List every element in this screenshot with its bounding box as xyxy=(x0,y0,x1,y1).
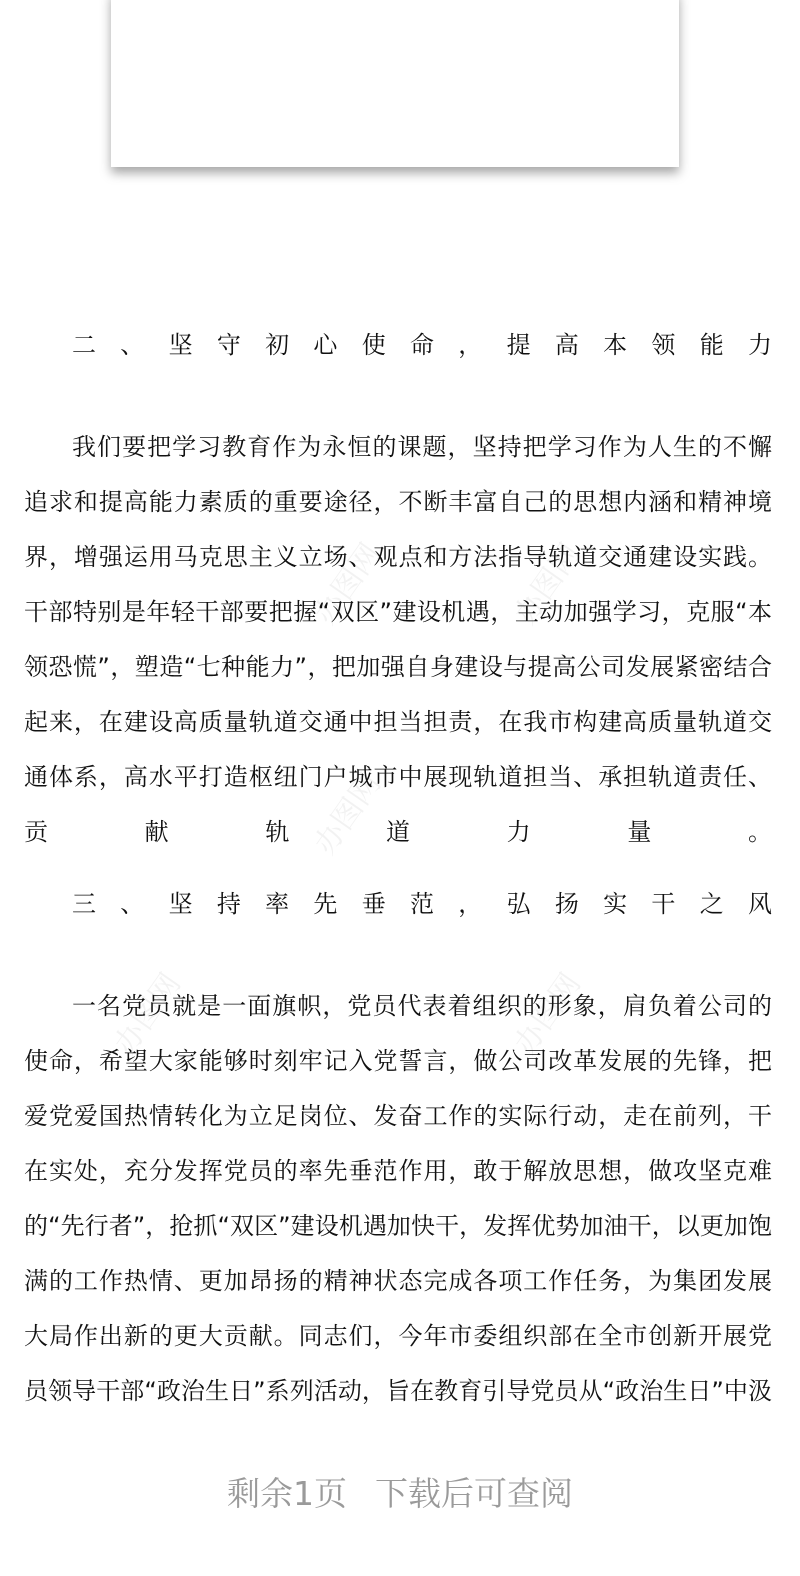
watermark: 办图网 xyxy=(107,967,189,1061)
previous-page-card xyxy=(111,0,679,167)
download-prompt[interactable] xyxy=(0,1468,800,1515)
paragraph-line: 员领导干部“政治生日”系列活动，旨在教育引导党员从“政治生日”中汲 xyxy=(24,1377,772,1405)
paragraph-line: 爱党爱国热情转化为立足岗位、发奋工作的实际行动，走在前列，干 xyxy=(24,1102,772,1130)
section-heading: 二、坚守初心使命，提高本领能力 xyxy=(72,331,772,359)
paragraph-line: 的“先行者”，抢抓“双区”建设机遇加快干，发挥优势加油干，以更加饱 xyxy=(24,1212,772,1240)
watermark: 办图网 xyxy=(307,767,389,861)
paragraph xyxy=(24,979,772,1419)
paragraph-line: 我们要把学习教育作为永恒的课题，坚持把学习作为人生的不懈 xyxy=(72,433,772,461)
paragraph-line: 在实处，充分发挥党员的率先垂范作用，敢于解放思想，做攻坚克难 xyxy=(24,1157,772,1185)
remaining-pages-label[interactable]: 剩余1页 xyxy=(227,1474,347,1513)
paragraph-line: 领恐慌”，塑造“七种能力”，把加强自身建设与提高公司发展紧密结合 xyxy=(24,653,772,681)
watermark: 办图网 xyxy=(507,537,589,631)
paragraph-line: 通体系，高水平打造枢纽门户城市中展现轨道担当、承担轨道责任、 xyxy=(24,763,772,791)
paragraph-line: 一名党员就是一面旗帜，党员代表着组织的形象，肩负着公司的 xyxy=(72,992,772,1020)
paragraph-line: 起来，在建设高质量轨道交通中担当担责，在我市构建高质量轨道交 xyxy=(24,708,772,736)
paragraph-line: 追求和提高能力素质的重要途径，不断丰富自己的思想内涵和精神境 xyxy=(24,488,772,516)
download-to-view-label[interactable]: 下载后可查阅 xyxy=(375,1474,573,1513)
paragraph-line: 满的工作热情、更加昂扬的精神状态完成各项工作任务，为集团发展 xyxy=(24,1267,772,1295)
paragraph-line: 贡献轨道力量。 xyxy=(24,818,772,846)
paragraph xyxy=(24,420,772,860)
paragraph-line: 使命，希望大家能够时刻牢记入党誓言，做公司改革发展的先锋，把 xyxy=(24,1047,772,1075)
paragraph-line: 界，增强运用马克思主义立场、观点和方法指导轨道交通建设实践。 xyxy=(24,543,772,571)
section-heading: 三、坚持率先垂范，弘扬实干之风 xyxy=(72,890,772,918)
watermark: 办图网 xyxy=(307,537,389,631)
paragraph-line: 干部特别是年轻干部要把握“双区”建设机遇，主动加强学习，克服“本 xyxy=(24,598,772,626)
paragraph-line: 大局作出新的更大贡献。同志们，今年市委组织部在全市创新开展党 xyxy=(24,1322,772,1350)
document-body xyxy=(24,318,772,1436)
watermark: 办图网 xyxy=(507,967,589,1061)
